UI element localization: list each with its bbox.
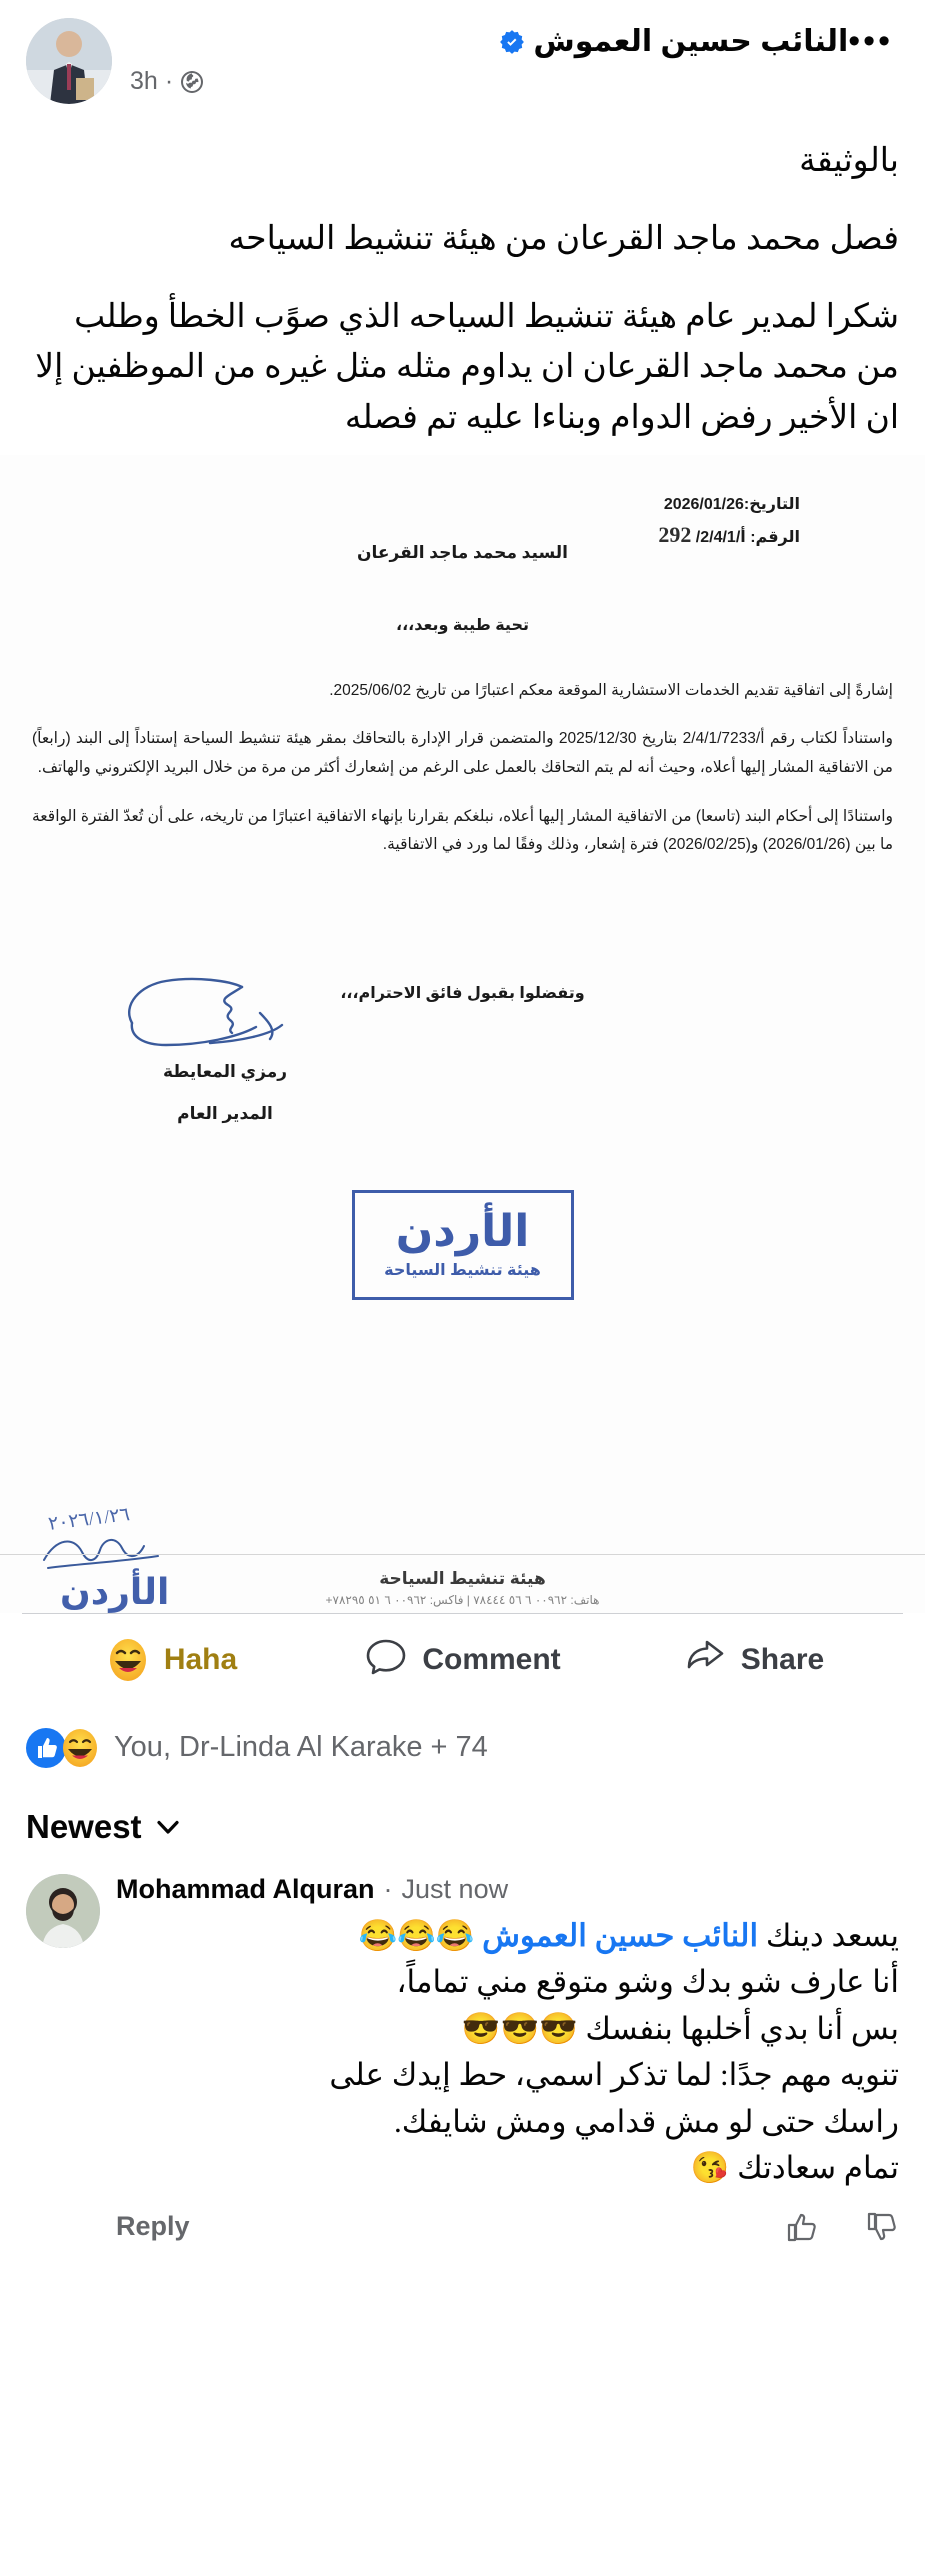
- comment-line-1-post: 😂😂😂: [358, 1917, 483, 1953]
- letter-footer-divider: [0, 1554, 925, 1555]
- reaction-summary-row[interactable]: [0, 1706, 925, 1786]
- letter-signature-title: المدير العام: [177, 1103, 273, 1123]
- comment-bubble-icon: [364, 1634, 408, 1686]
- author-name[interactable]: النائب حسين العموش: [533, 25, 849, 58]
- share-arrow-icon: [683, 1634, 727, 1686]
- comment-vote-icons: [785, 2210, 899, 2244]
- letter-date-label: التاريخ:: [743, 495, 800, 513]
- letter-paragraph-3: واستنادًا إلى أحكام البند (تاسعا) من الاتفاقية المشار إليها أعلاه، نبلغكم بقرارنا بإنهاء الاتفاقية اعتبارًا من تاريخه، على أن تُعدّ الفترة الواقعة ما بين (2026/01/26) و(2026/02/25) فترة إشعار، وذلك وفقًا لما ورد في الاتفاقية.: [32, 807, 893, 854]
- letter-addressee: السيد محمد ماجد القرعان: [357, 542, 568, 562]
- stamp-main-text: الأردن: [395, 1206, 530, 1256]
- handwritten-signature-icon: [110, 965, 340, 1060]
- stamp-sub-text: هيئة تنشيط السياحة: [384, 1261, 541, 1279]
- letter-number-label: الرقم:: [750, 528, 800, 546]
- comment-avatar-image: [26, 1874, 100, 1948]
- comment-line-2: أنا عارف شو بدك وشو متوقع مني تماماً،: [396, 1964, 899, 2000]
- thumbs-up-icon[interactable]: [785, 2210, 819, 2244]
- comment-author-avatar[interactable]: [26, 1874, 100, 1948]
- comment-header: [116, 1874, 899, 1905]
- letter-number-value: أ/2/4/1/: [695, 528, 746, 546]
- reaction-button-label: Haha: [163, 1642, 238, 1676]
- comment-timestamp[interactable]: Just now: [401, 1873, 509, 1904]
- haha-emoji-icon: [106, 1638, 150, 1682]
- comment-line-5: راسك حتى لو مش قدامي ومش شايفك.: [394, 2103, 899, 2139]
- comment-sort-selector[interactable]: [0, 1786, 925, 1858]
- letter-greeting: تحية طيبة وبعد،،،: [396, 616, 529, 634]
- letter-footer: [0, 1569, 925, 1607]
- comment-content: [116, 1874, 899, 2244]
- official-stamp: [352, 1190, 574, 1300]
- letter-body: [32, 677, 893, 880]
- reaction-button[interactable]: [26, 1638, 317, 1682]
- letter-closing: وتفضلوا بقبول فائق الاحترام،،،: [340, 984, 585, 1002]
- meta-separator: ·: [164, 67, 174, 95]
- post-action-bar: [0, 1614, 925, 1706]
- comment-sort-label: Newest: [26, 1807, 142, 1845]
- letter-footer-title: هيئة تنشيط السياحة: [379, 1568, 546, 1588]
- reaction-summary-text[interactable]: You, Dr-Linda Al Karake + 74: [114, 1731, 488, 1764]
- comment-line-1: [116, 1913, 899, 1960]
- comment-line-1-pre: يسعد دينك: [758, 1917, 899, 1953]
- letter-number-handwritten: 292: [658, 521, 692, 547]
- haha-emoji-icon-small: [60, 1728, 100, 1768]
- comment-action-row: [116, 2210, 899, 2244]
- post-body-text: [0, 132, 925, 455]
- secondary-stamp-imprint: الأردن: [60, 1570, 170, 1612]
- thumbs-down-icon[interactable]: [865, 2210, 899, 2244]
- comment-line-6: تمام سعادتك 😘: [690, 2150, 899, 2186]
- comment-mention-link[interactable]: النائب حسين العموش: [482, 1917, 759, 1953]
- share-button-label: Share: [740, 1642, 825, 1676]
- comment-line-3: بس أنا بدي أخلبها بنفسك 😎😎😎: [461, 2010, 899, 2046]
- official-letter: [0, 455, 925, 1613]
- comment-text: [116, 1913, 899, 2192]
- avatar[interactable]: [26, 18, 112, 104]
- comment-line-4: تنويه مهم جدًا: لما تذكر اسمي، حط إيدك على: [329, 2057, 899, 2093]
- share-button[interactable]: [608, 1634, 899, 1686]
- letter-date-value: 2026/01/26: [663, 495, 744, 513]
- letter-footer-contact: هاتف: ٠٠٩٦٢ ٦ ٥٦ ٧٨٤٤٤ | فاكس: ٠٠٩٦٢ ٦ ٥١ ٧٨٢٩٥+: [325, 1592, 600, 1607]
- post-paragraph-1: بالوثيقة: [799, 143, 899, 179]
- author-name-row: [130, 24, 848, 59]
- avatar-image: [26, 18, 112, 104]
- post-header: [0, 0, 925, 132]
- chevron-down-icon: [154, 1813, 182, 1841]
- post-paragraph-2: فصل محمد ماجد القرعان من هيئة تنشيط السياحه: [228, 221, 899, 258]
- letter-signature-name: رمزي المعايطة: [162, 1061, 288, 1081]
- post-timestamp[interactable]: 3h: [130, 67, 158, 95]
- letter-date-line: [540, 493, 800, 518]
- comment-reply-button[interactable]: Reply: [116, 2211, 190, 2242]
- verified-badge-icon: [499, 29, 525, 55]
- post-more-options-button[interactable]: •••: [848, 22, 893, 60]
- post-attachment-document[interactable]: [0, 455, 925, 1613]
- comment-button-label: Comment: [422, 1642, 561, 1676]
- letter-paragraph-1: إشارةً إلى اتفاقية تقديم الخدمات الاستشارية الموقعة معكم اعتبارًا من تاريخ 2025/06/02.: [329, 681, 893, 699]
- post-meta-row: [130, 67, 848, 96]
- letter-paragraph-2: واستناداً لكتاب رقم أ/2/4/1/7233 بتاريخ 2025/12/30 والمتضمن قرار الإدارة بالتحاقك بمقر هيئة تنشيط السياحة إستناداً إلى البند (رابعاً) من الاتفاقية المشار إليها أعلاه، وحيث أنه لم يتم التحاقك بالعمل على الرغم من إشعارك أكثر من مرة من خلال البريد الإلكتروني والهاتف.: [32, 730, 893, 777]
- comment-item: [0, 1858, 925, 2244]
- letter-signature-block: [85, 965, 365, 1124]
- comment-meta-separator: ·: [383, 1873, 393, 1904]
- reaction-icon-group: [26, 1728, 100, 1768]
- post-paragraph-3: شكرا لمدير عام هيئة تنشيط السياحه الذي صوًب الخطأ وطلب من محمد ماجد القرعان ان يداوم مثله مثل غيره من الموظفين إلا ان الأخير رفض الدوام وبناءا عليه تم فصله: [35, 299, 899, 436]
- post-author-block: [130, 18, 848, 96]
- globe-icon[interactable]: [180, 70, 204, 94]
- comment-button[interactable]: [317, 1634, 608, 1686]
- comment-author-name[interactable]: Mohammad Alquran: [116, 1873, 375, 1904]
- handwritten-date: ٢٠٢٦/١/٢٦: [47, 1503, 131, 1535]
